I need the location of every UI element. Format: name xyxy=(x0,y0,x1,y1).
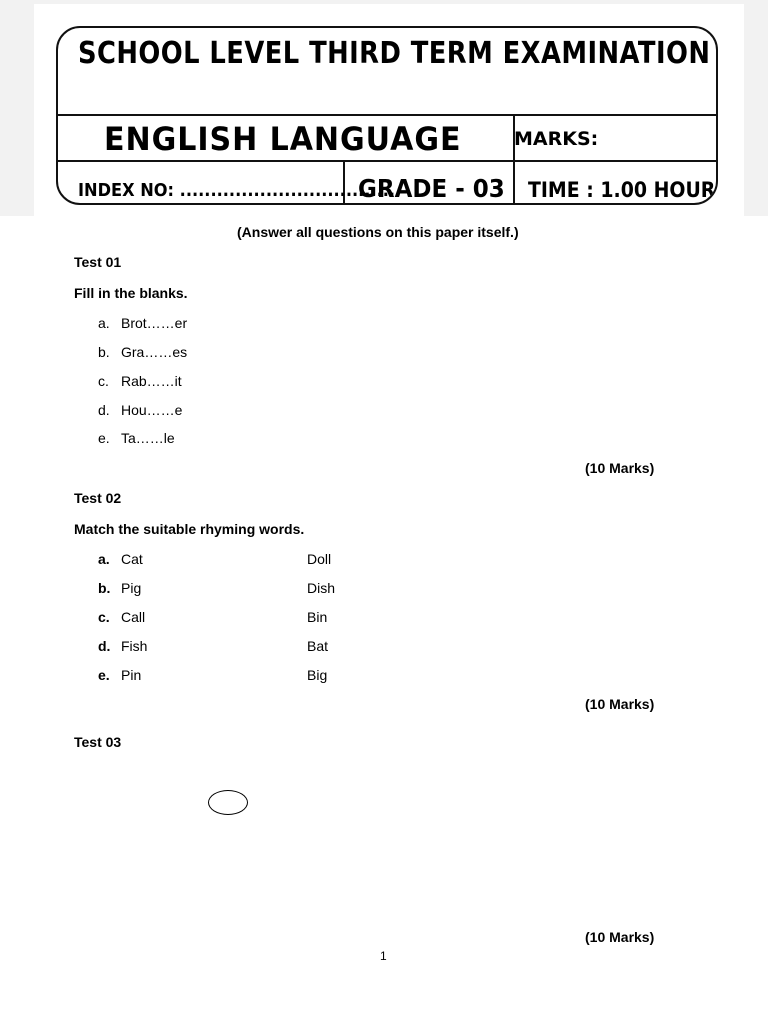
test1-item-letter: d. xyxy=(98,402,110,418)
test3-marks: (10 Marks) xyxy=(585,929,655,945)
subject-title: ENGLISH LANGUAGE xyxy=(104,120,462,158)
test1-item-text: Ta……le xyxy=(121,430,175,446)
test2-item-letter: b. xyxy=(98,580,111,596)
index-number-field: INDEX NO: ................................... xyxy=(78,180,396,201)
test2-left-word: Pin xyxy=(121,667,142,683)
marks-label: MARKS: xyxy=(514,128,599,150)
test2-title: Test 02 xyxy=(74,490,122,506)
header-divider-1 xyxy=(58,114,716,116)
test2-right-word: Dish xyxy=(307,580,336,596)
test1-item-text: Hou……e xyxy=(121,402,183,418)
test2-right-word: Bat xyxy=(307,638,329,654)
test1-item-letter: e. xyxy=(98,430,110,446)
exam-header-box xyxy=(56,26,718,205)
grade-label: GRADE - 03 xyxy=(358,174,505,203)
test2-item-letter: d. xyxy=(98,638,111,654)
header-divider-2 xyxy=(58,160,716,162)
test2-right-word: Bin xyxy=(307,609,328,625)
test2-item-letter: e. xyxy=(98,667,110,683)
exam-title: SCHOOL LEVEL THIRD TERM EXAMINATION xyxy=(78,36,711,71)
test2-left-word: Fish xyxy=(121,638,148,654)
test1-title: Test 01 xyxy=(74,254,122,270)
test2-left-word: Cat xyxy=(121,551,143,567)
test2-item-letter: a. xyxy=(98,551,110,567)
header-grade-divider-right xyxy=(513,160,515,205)
test1-item-text: Rab……it xyxy=(121,373,182,389)
test1-item-letter: a. xyxy=(98,315,110,331)
test2-left-word: Call xyxy=(121,609,146,625)
test2-left-word: Pig xyxy=(121,580,142,596)
test1-item-text: Brot……er xyxy=(121,315,188,331)
oval-shape xyxy=(208,790,248,815)
instruction-text: (Answer all questions on this paper itself.) xyxy=(237,224,519,240)
test2-marks: (10 Marks) xyxy=(585,696,655,712)
test2-item-letter: c. xyxy=(98,609,110,625)
test1-prompt: Fill in the blanks. xyxy=(74,285,188,301)
test1-item-letter: c. xyxy=(98,373,109,389)
test3-title: Test 03 xyxy=(74,734,122,750)
test2-prompt: Match the suitable rhyming words. xyxy=(74,521,305,537)
time-label: TIME : 1.00 HOUR xyxy=(528,178,716,202)
test1-marks: (10 Marks) xyxy=(585,460,655,476)
test1-item-letter: b. xyxy=(98,344,110,360)
test2-right-word: Big xyxy=(307,667,328,683)
test2-right-word: Doll xyxy=(307,551,332,567)
page-number: 1 xyxy=(380,949,387,963)
test1-item-text: Gra……es xyxy=(121,344,188,360)
